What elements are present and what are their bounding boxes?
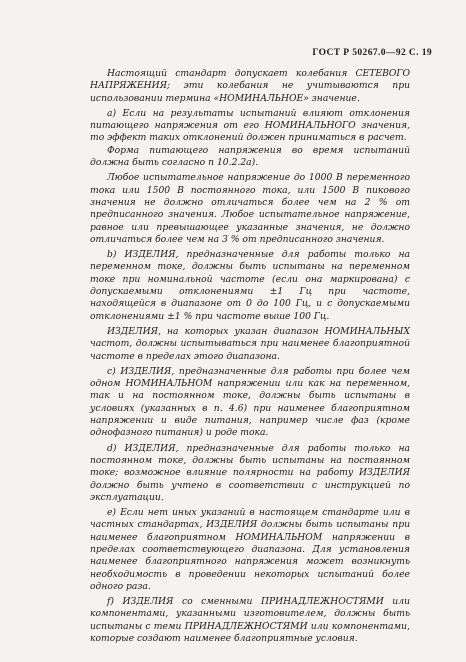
paragraph-f: f) ИЗДЕЛИЯ со сменными ПРИНАДЛЕЖНОСТЯМИ или компонентами, указанными изготовителем, должны быть испытаны с теми ПРИНАДЛЕЖНОСТЯМИ или компонентами, которые создают наименее благоприятные условия. xyxy=(90,596,410,645)
page-header: ГОСТ Р 50267.0—92 С. 19 xyxy=(312,48,432,58)
paragraph-frequency-range: ИЗДЕЛИЯ, на которых указан диапазон НОМИНАЛЬНЫХ частот, должны испытываться при наименее благоприятной частоте в пределах этого диапазона. xyxy=(90,325,410,362)
paragraph-e: е) Если нет иных указаний в настоящем стандарте или в частных стандартах, ИЗДЕЛИЯ должны быть испытаны при наименее благоприятном НОМИНАЛЬНОМ напряжении в пределах соответствующего диапазона. Для установления наименее благоприятного напряжения может возникнуть необходимость в проведении некоторых испытаний более одного раза. xyxy=(90,507,410,592)
paragraph-b: b) ИЗДЕЛИЯ, предназначенные для работы только на переменном токе, должны быть испытаны на переменном токе при номинальной частоте (если она маркирована) с допускаемыми отклонениями ±1 Гц при частоте, находящейся в диапазоне от 0 до 100 Гц, и с допускаемыми отклонениями ±1 % при частоте выше 100 Гц. xyxy=(90,249,410,322)
paragraph-d: d) ИЗДЕЛИЯ, предназначенные для работы только на постоянном токе, должны быть испытаны на постоянном токе; возможное влияние полярности на работу ИЗДЕЛИЯ должно быть учтено в соответствии с инструкцией по эксплуатации. xyxy=(90,442,410,503)
paragraph-intro: Настоящий стандарт допускает колебания СЕТЕВОГО НАПРЯЖЕНИЯ; эти колебания не учитываются при использовании термина «НОМИНАЛЬНОЕ» значение. xyxy=(90,68,410,104)
document-body xyxy=(90,68,410,648)
paragraph-a: а) Если на результаты испытаний влияют отклонения питающего напряжения от его НОМИНАЛЬНОГО значения, то эффект таких отклонений должен приниматься в расчет. xyxy=(90,107,410,144)
paragraph-test-voltage: Любое испытательное напряжение до 1000 В переменного тока или 1500 В постоянного тока, или 1500 В пикового значения не должно отличаться более чем на 2 % от предписанного значения. Любое испытательное напряжение, равное или превышающее указанные значения, не должно отличаться более чем на 3 % от предписанного значения. xyxy=(90,172,410,245)
paragraph-waveform: Форма питающего напряжения во время испытаний должна быть согласно п 10.2.2а). xyxy=(90,144,410,169)
paragraph-c: с) ИЗДЕЛИЯ, предназначенные для работы при более чем одном НОМИНАЛЬНОМ напряжении или как на переменном, так и на постоянном токе, должны быть испытаны в условиях (указанных в п. 4.6) при наименее благоприятном напряжении и виде питания, например числе фаз (кроме однофазного питания) и роде тока. xyxy=(90,365,410,439)
